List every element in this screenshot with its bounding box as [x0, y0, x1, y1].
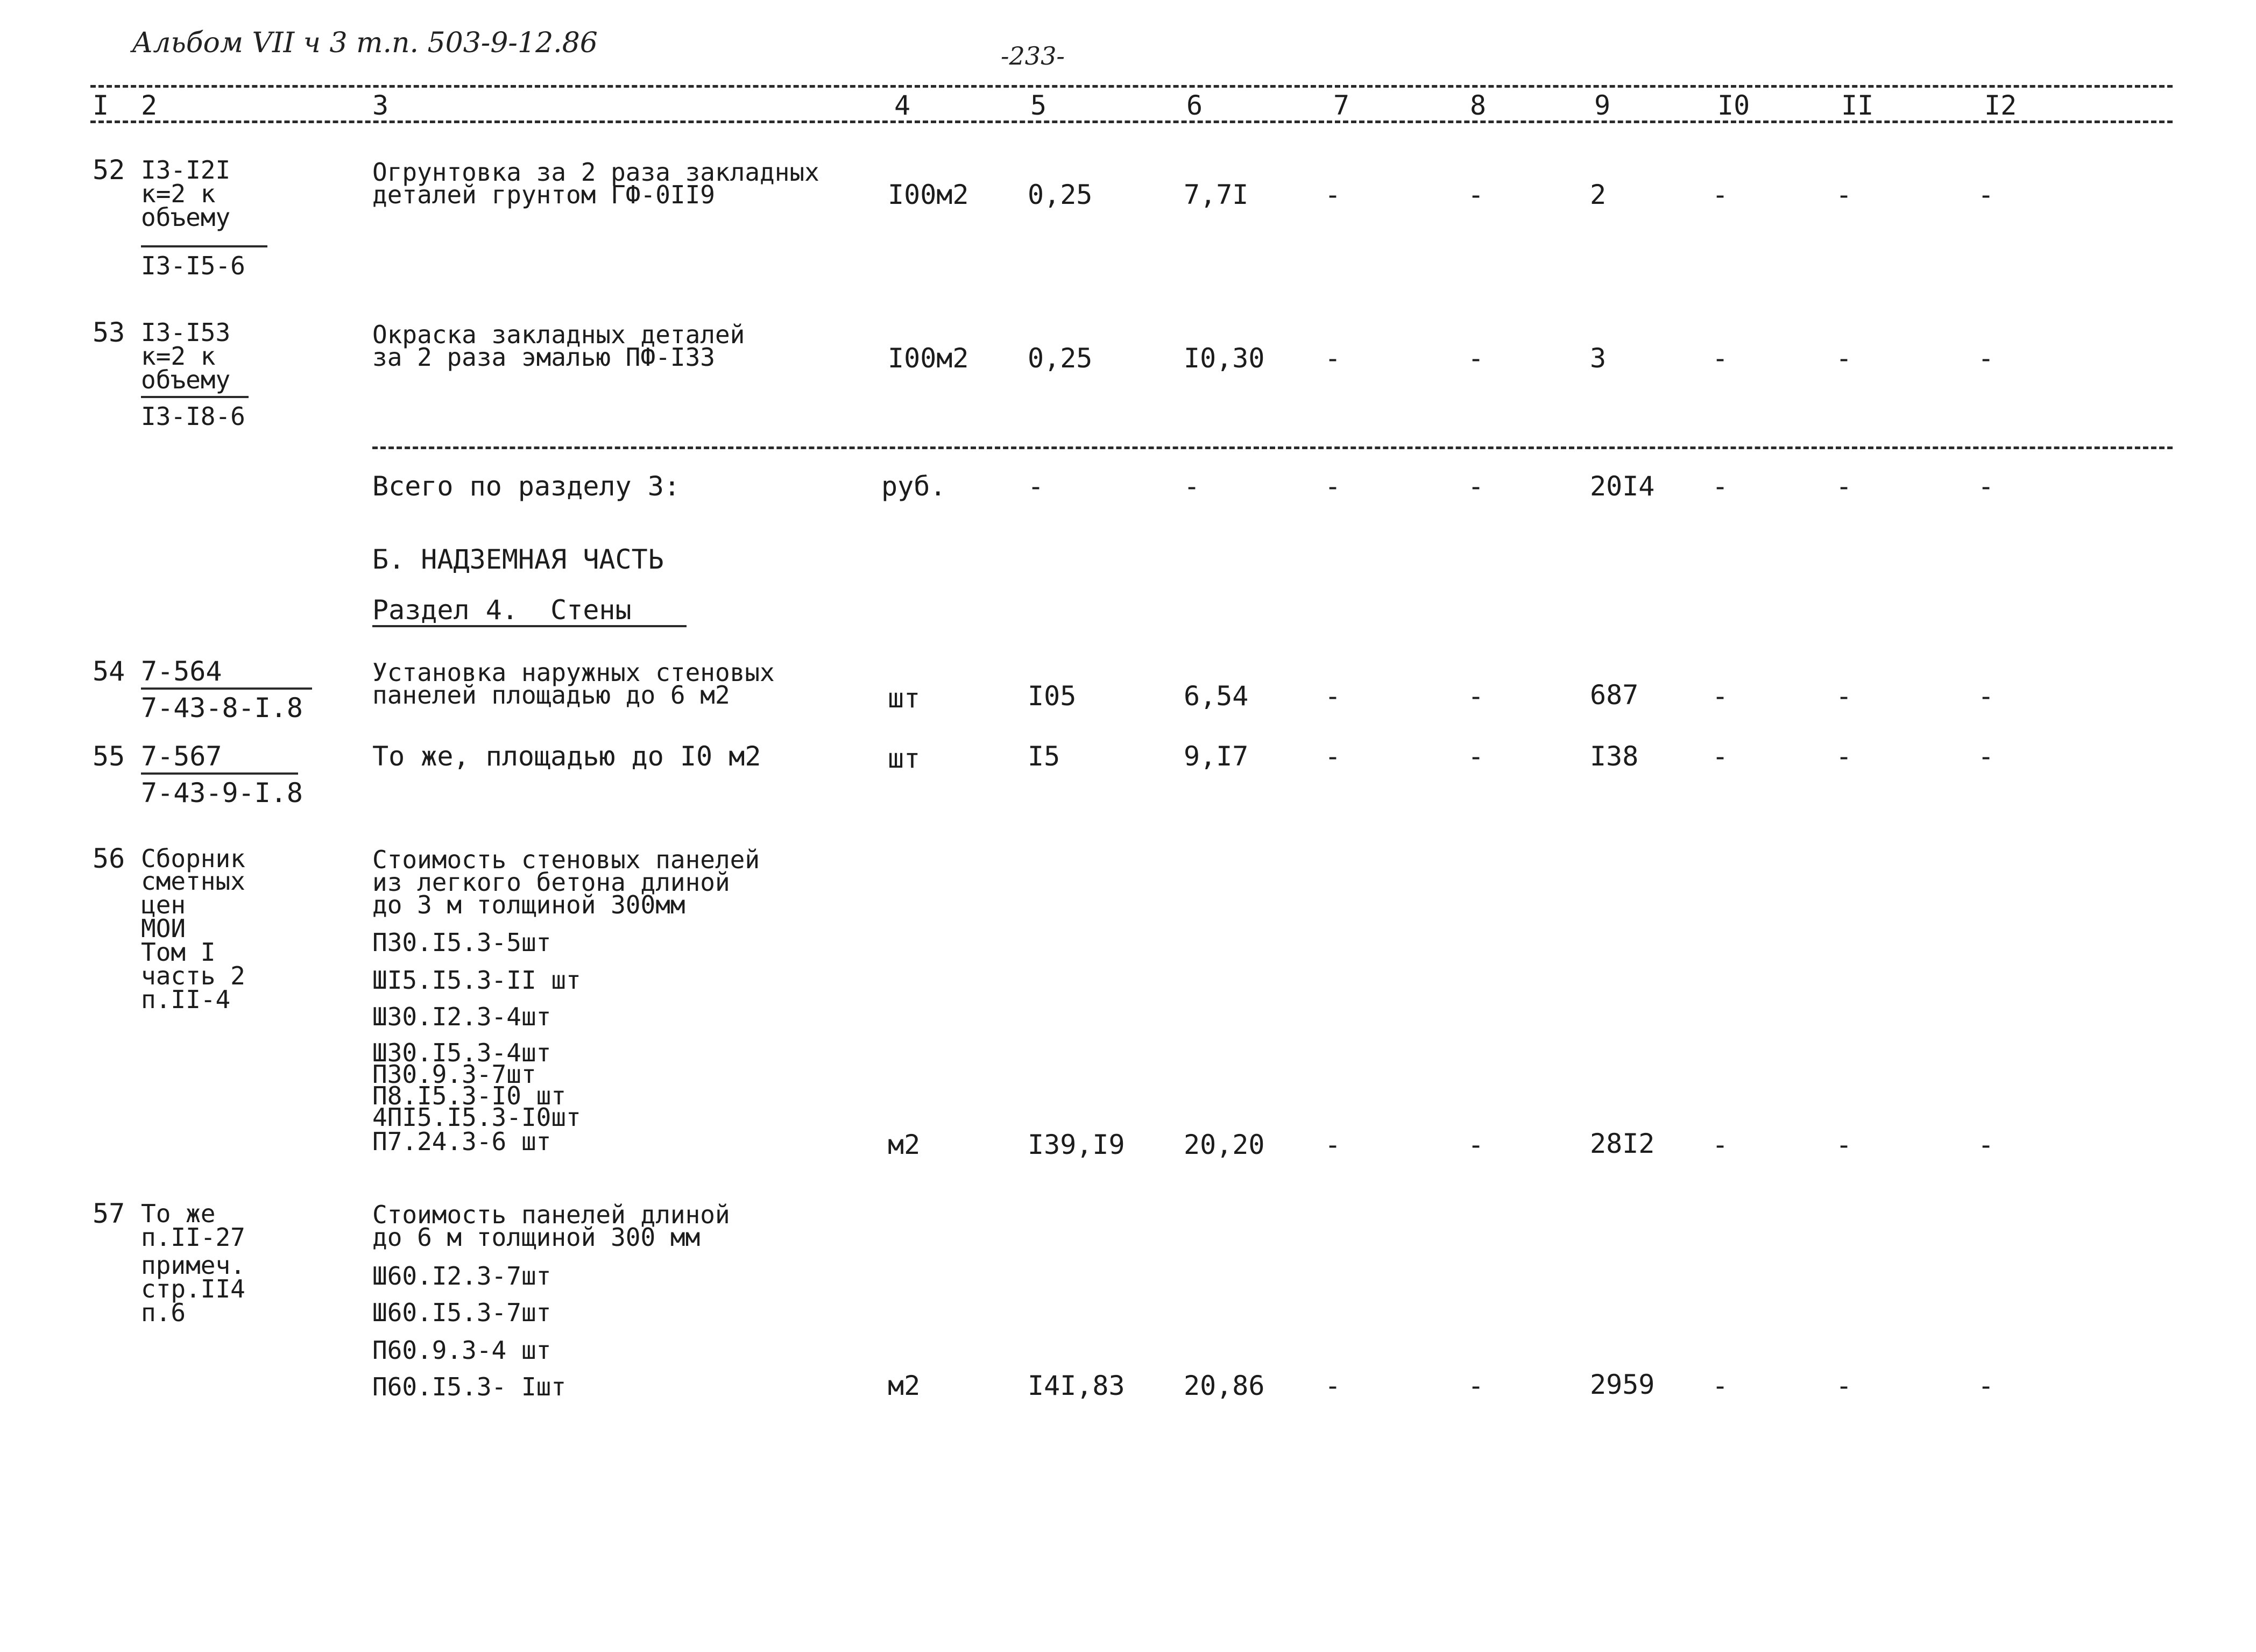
column-header: 3 — [372, 90, 389, 121]
description: панелей площадью до 6 м2 — [372, 680, 730, 710]
page-number: -233- — [1001, 41, 1065, 70]
norm-code: Том I — [141, 938, 216, 967]
norm-code: п.II-27 — [141, 1223, 245, 1252]
cell: - — [1978, 471, 1995, 502]
norm-code: примеч. — [141, 1251, 245, 1280]
quantity: I5 — [1028, 741, 1060, 772]
unit: руб. — [881, 471, 946, 502]
panel-item: П30.I5.3-5шт — [372, 928, 551, 957]
column-header: I — [93, 90, 109, 121]
description: Стоимость панелей длиной — [372, 1200, 730, 1229]
norm-code: цен — [141, 890, 186, 919]
row-number: 56 — [93, 843, 125, 874]
cell: - — [1712, 471, 1729, 502]
quantity: I4I,83 — [1028, 1370, 1125, 1401]
subsection-underline — [372, 625, 687, 627]
description: Огрунтовка за 2 раза закладных — [372, 158, 819, 187]
unit-price: 7,7I — [1184, 179, 1249, 210]
cell: - — [1468, 1129, 1484, 1160]
panel-item: П8.I5.3-I0 шт — [372, 1081, 567, 1110]
norm-code: 7-567 — [141, 741, 222, 772]
column-header: I2 — [1984, 90, 2017, 121]
unit: м2 — [888, 1370, 921, 1401]
fraction-line — [141, 396, 249, 398]
norm-code: часть 2 — [141, 961, 245, 990]
description: до 6 м толщиной 300 мм — [372, 1223, 701, 1252]
description: Установка наружных стеновых — [372, 658, 775, 687]
norm-code: I3-I53 — [141, 318, 231, 347]
column-header: 6 — [1186, 90, 1203, 121]
panel-item: П30.9.3-7шт — [372, 1060, 536, 1089]
total-rule — [372, 446, 2173, 449]
cell: - — [1468, 179, 1484, 210]
panel-item: Ш60.I2.3-7шт — [372, 1261, 551, 1291]
panel-item: П7.24.3-6 шт — [372, 1127, 551, 1156]
cell: - — [1325, 680, 1341, 712]
cell: - — [1978, 343, 1995, 374]
fraction-line — [141, 772, 298, 775]
row-number: 54 — [93, 656, 125, 687]
description: Стоимость стеновых панелей — [372, 845, 760, 874]
total-cost: 20I4 — [1590, 471, 1655, 502]
cell: - — [1468, 343, 1484, 374]
quantity: I05 — [1028, 680, 1077, 712]
norm-code: к=2 к — [141, 342, 216, 371]
cell: - — [1712, 343, 1729, 374]
cell: - — [1836, 741, 1852, 772]
norm-code: То же — [141, 1199, 216, 1228]
cell: - — [1978, 1129, 1995, 1160]
cell: - — [1325, 741, 1341, 772]
norm-code: п.6 — [141, 1298, 186, 1327]
unit: шт — [888, 743, 921, 774]
cell: - — [1978, 179, 1995, 210]
cell: - — [1712, 1370, 1729, 1401]
norm-code: МОИ — [141, 914, 186, 943]
description: Окраска закладных деталей — [372, 320, 745, 349]
cell: - — [1836, 471, 1852, 502]
unit: I00м2 — [888, 343, 969, 374]
unit: м2 — [888, 1129, 921, 1160]
cell: - — [1712, 1129, 1729, 1160]
panel-item: 4ПI5.I5.3-I0шт — [372, 1103, 581, 1132]
description: То же, площадью до I0 м2 — [372, 741, 761, 772]
cell: - — [1712, 741, 1729, 772]
cell: - — [1468, 680, 1484, 712]
total-label: Всего по разделу 3: — [372, 471, 680, 502]
cost: 3 — [1590, 343, 1607, 374]
fraction-line — [141, 245, 267, 247]
column-header: II — [1841, 90, 1874, 121]
description: из легкого бетона длиной — [372, 868, 730, 897]
panel-item: Ш30.I5.3-4шт — [372, 1038, 551, 1067]
norm-code: стр.II4 — [141, 1274, 245, 1303]
panel-item: Ш60.I5.3-7шт — [372, 1298, 551, 1327]
panel-item: ШI5.I5.3-II шт — [372, 966, 581, 995]
cell: - — [1836, 343, 1852, 374]
fraction-line — [141, 687, 312, 690]
cell: - — [1325, 179, 1341, 210]
norm-code: I3-I2I — [141, 155, 231, 185]
header-top-rule — [90, 85, 2173, 88]
unit-price: I0,30 — [1184, 343, 1265, 374]
column-header: I0 — [1717, 90, 1750, 121]
column-header: 7 — [1333, 90, 1350, 121]
section-heading: Б. НАДЗЕМНАЯ ЧАСТЬ — [372, 544, 664, 575]
album-reference: Альбом VII ч 3 т.п. 503-9-12.86 — [132, 27, 598, 59]
row-number: 52 — [93, 154, 125, 186]
cost: 687 — [1590, 679, 1639, 711]
norm-code-alt: I3-I5-6 — [141, 251, 245, 280]
row-number: 55 — [93, 741, 125, 772]
cell: - — [1468, 741, 1484, 772]
column-header: 5 — [1030, 90, 1047, 121]
norm-code-alt: 7-43-9-I.8 — [141, 777, 303, 809]
cell: - — [1184, 471, 1200, 502]
cell: - — [1712, 680, 1729, 712]
norm-code: п.II-4 — [141, 985, 231, 1014]
unit-price: 20,20 — [1184, 1129, 1265, 1160]
description: деталей грунтом ГФ-0II9 — [372, 180, 715, 209]
quantity: 0,25 — [1028, 179, 1093, 210]
cell: - — [1836, 179, 1852, 210]
panel-item: П60.I5.3- Iшт — [372, 1372, 567, 1401]
cell: - — [1325, 343, 1341, 374]
column-header: 4 — [894, 90, 911, 121]
cost: 2 — [1590, 179, 1607, 210]
norm-code-alt: I3-I8-6 — [141, 402, 245, 431]
norm-code: объему — [141, 365, 231, 394]
description: до 3 м толщиной 300мм — [372, 890, 685, 919]
cell: - — [1978, 1370, 1995, 1401]
cell: - — [1836, 1370, 1852, 1401]
norm-code: к=2 к — [141, 179, 216, 208]
row-number: 53 — [93, 317, 125, 348]
unit-price: 20,86 — [1184, 1370, 1265, 1401]
norm-code: Сборник — [141, 844, 245, 873]
cost: 2959 — [1590, 1369, 1655, 1400]
norm-code: сметных — [141, 867, 245, 896]
norm-code: 7-564 — [141, 656, 222, 687]
panel-item: П60.9.3-4 шт — [372, 1336, 551, 1365]
description: за 2 раза эмалью ПФ-I33 — [372, 343, 715, 372]
cell: - — [1325, 1129, 1341, 1160]
quantity: I39,I9 — [1028, 1129, 1125, 1160]
panel-item: Ш30.I2.3-4шт — [372, 1002, 551, 1031]
cell: - — [1712, 179, 1729, 210]
unit: шт — [888, 683, 921, 714]
column-header: 9 — [1594, 90, 1611, 121]
norm-code: объему — [141, 203, 231, 232]
cell: - — [1325, 471, 1341, 502]
norm-code-alt: 7-43-8-I.8 — [141, 692, 303, 724]
column-header: 2 — [141, 90, 158, 121]
cell: - — [1028, 471, 1044, 502]
cell: - — [1468, 471, 1484, 502]
unit: I00м2 — [888, 179, 969, 210]
cost: I38 — [1590, 741, 1639, 772]
cell: - — [1468, 1370, 1484, 1401]
cell: - — [1978, 680, 1995, 712]
unit-price: 6,54 — [1184, 680, 1249, 712]
quantity: 0,25 — [1028, 343, 1093, 374]
unit-price: 9,I7 — [1184, 741, 1249, 772]
cell: - — [1836, 1129, 1852, 1160]
row-number: 57 — [93, 1198, 125, 1229]
cost: 28I2 — [1590, 1128, 1655, 1159]
cell: - — [1836, 680, 1852, 712]
column-header: 8 — [1470, 90, 1487, 121]
subsection-heading: Раздел 4. Стены — [372, 594, 632, 626]
cell: - — [1978, 741, 1995, 772]
cell: - — [1325, 1370, 1341, 1401]
